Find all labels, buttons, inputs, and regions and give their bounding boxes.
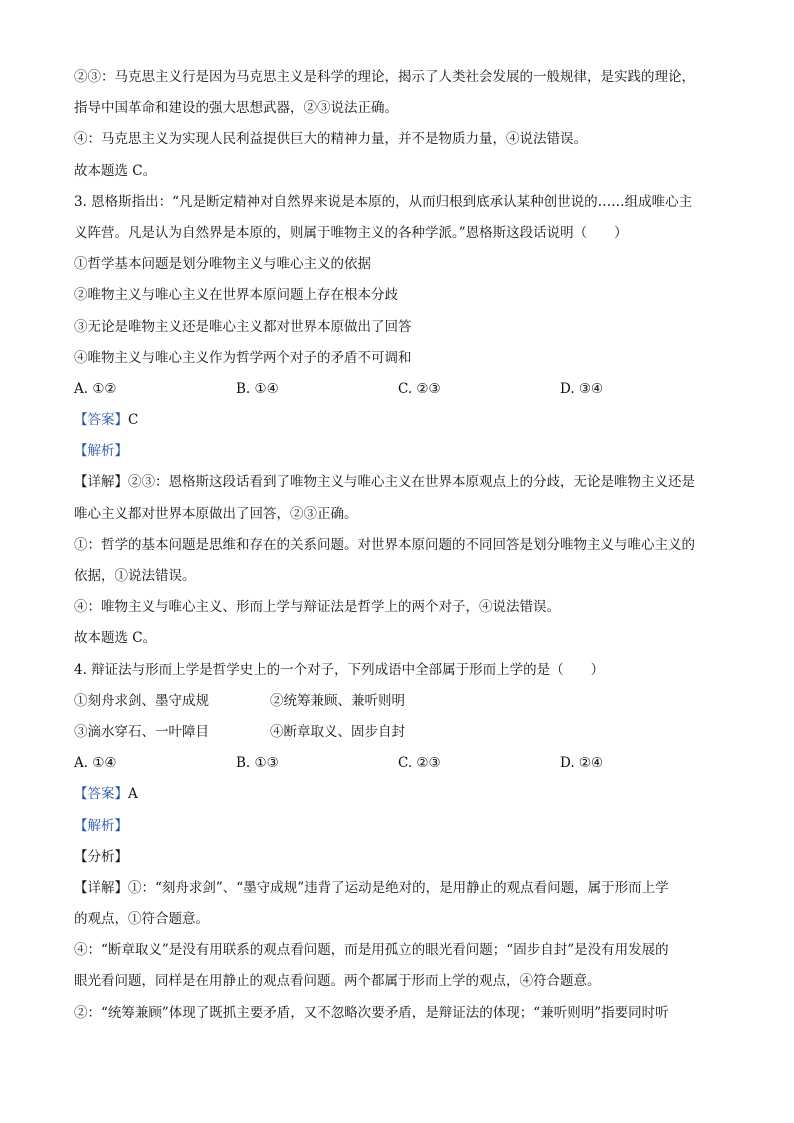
text-line: ②：“统筹兼顾”体现了既抓主要矛盾，又不忽略次要矛盾，是辩证法的体现；“兼听则明”指要同时听 [74, 1004, 669, 1021]
text-line: ②③：马克思主义行是因为马克思主义是科学的理论，揭示了人类社会发展的一般规律，是实践的理论， [74, 69, 695, 85]
answer-value: A [128, 786, 138, 803]
answer-value: C [128, 412, 139, 429]
document-page [74, 62, 724, 1029]
text-line: 指导中国革命和建设的强大思想武器，②③说法正确。 [74, 100, 398, 117]
question-4-detail [74, 873, 724, 904]
text-line: ④：唯物主义与唯心主义、形而上学与辩证法是哲学上的两个对子，④说法错误。 [74, 599, 560, 616]
answer-tag: 【答案】 [74, 786, 128, 803]
text-line: 故本题选 C。 [74, 630, 157, 647]
text-line: ④：“断章取义”是没有用联系的观点看问题，而是用孤立的眼光看问题；“固步自封”是没有用发展的 [74, 942, 669, 959]
question-3-stem: 3. 恩格斯指出：“凡是断定精神对自然界来说是本原的，从而归根到底承认某种创世说的……组成唯心主 [74, 193, 693, 210]
analysis-tag: 【解析】 [74, 817, 128, 834]
detail-text: ①：“刻舟求剑”、“墨守成规”违背了运动是绝对的，是用静止的观点看问题，属于形而上学 [128, 879, 669, 896]
option-c: C. ②③ [398, 380, 441, 397]
text-line: ①：哲学的基本问题是思维和存在的关系问题。对世界本原问题的不同回答是划分唯物主义与唯心主义的 [74, 536, 695, 553]
question-3-detail [74, 467, 724, 498]
detail-tag: 【详解】 [74, 879, 128, 896]
question-4-item: ④断章取义、固步自封 [270, 723, 405, 740]
question-3-stem: 义阵营。凡是认为自然界是本原的，则属于唯物主义的各种学派。”恩格斯这段话说明（ ） [74, 224, 628, 241]
option-a: A. ①④ [74, 755, 117, 772]
option-c: C. ②③ [398, 755, 441, 772]
question-3-item: ①哲学基本问题是划分唯物主义与唯心主义的依据 [74, 256, 371, 273]
question-3-item: ②唯物主义与唯心主义在世界本原问题上存在根本分歧 [74, 287, 398, 304]
question-4-stem: 4. 辩证法与形而上学是哲学史上的一个对子，下列成语中全部属于形而上学的是（ ） [74, 661, 605, 678]
question-4-answer [74, 779, 724, 810]
text-line: 的观点，①符合题意。 [74, 911, 209, 928]
analysis-tag: 【解析】 [74, 443, 128, 460]
option-b: B. ①③ [236, 755, 279, 772]
option-d: D. ②④ [560, 755, 604, 772]
text-line: 唯心主义都对世界本原做出了回答，②③正确。 [74, 505, 358, 522]
option-b: B. ①④ [236, 380, 279, 397]
question-4-item: ①刻舟求剑、墨守成规 [74, 692, 209, 709]
question-3-answer [74, 405, 724, 436]
text-line: ④：马克思主义为实现人民利益提供巨大的精神力量，并不是物质力量，④说法错误。 [74, 131, 587, 148]
question-4-items-row [74, 717, 724, 748]
question-3-options [74, 374, 724, 405]
text-line: 依据，①说法错误。 [74, 568, 196, 584]
text-line: 眼光看问题，同样是在用静止的观点看问题。两个都属于形而上学的观点，④符合题意。 [74, 973, 601, 990]
question-3-item: ④唯物主义与唯心主义作为哲学两个对子的矛盾不可调和 [74, 349, 412, 366]
question-4-item: ②统筹兼顾、兼听则明 [270, 692, 405, 709]
answer-tag: 【答案】 [74, 412, 128, 429]
question-4-item: ③滴水穿石、一叶障目 [74, 723, 209, 740]
detail-tag: 【详解】 [74, 474, 128, 491]
question-3-item: ③无论是唯物主义还是唯心主义都对世界本原做出了回答 [74, 318, 412, 335]
text-line: 故本题选 C。 [74, 162, 157, 179]
option-d: D. ③④ [560, 380, 604, 397]
question-4-options [74, 748, 724, 779]
question-4-items-row [74, 686, 724, 717]
detail-text: ②③：恩格斯这段话看到了唯物主义与唯心主义在世界本原观点上的分歧，无论是唯物主义还是 [128, 474, 695, 491]
option-a: A. ①② [74, 380, 117, 397]
analysis-sub-tag: 【分析】 [74, 848, 128, 865]
